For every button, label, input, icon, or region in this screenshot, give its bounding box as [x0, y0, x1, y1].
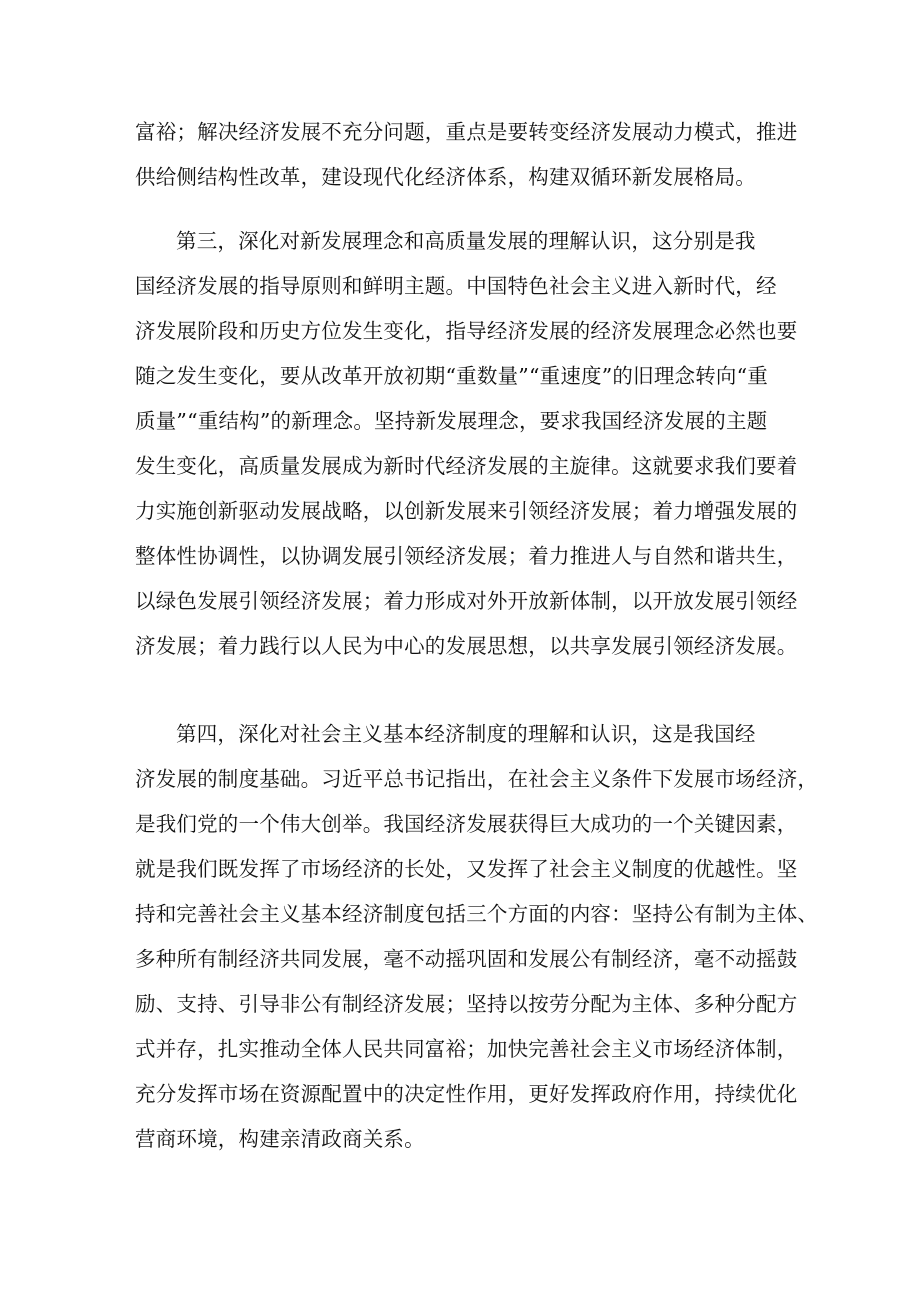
text-line: 富裕；解决经济发展不充分问题，重点是要转变经济发展动力模式，推进 [135, 120, 798, 144]
paragraph-third-point [135, 219, 798, 669]
text-line: 就是我们既发挥了市场经济的长处，又发挥了社会主义制度的优越性。坚 [135, 857, 798, 881]
paragraph-fourth-point [135, 712, 819, 1162]
text-line: 力实施创新驱动发展战略，以创新发展来引领经济发展；着力增强发展的 [135, 499, 798, 523]
text-line: 济发展阶段和历史方位发生变化，指导经济发展的经济发展理念必然也要 [135, 319, 798, 343]
text-line: 济发展的制度基础。习近平总书记指出，在社会主义条件下发展市场经济， [135, 767, 819, 791]
text-line: 供给侧结构性改革，建设现代化经济体系，构建双循环新发展格局。 [135, 165, 756, 189]
text-line: 是我们党的一个伟大创举。我国经济发展获得巨大成功的一个关键因素， [135, 812, 798, 836]
text-line: 随之发生变化，要从改革开放初期“重数量”“重速度”的旧理念转向“重 [135, 364, 768, 388]
text-line: 济发展；着力践行以人民为中心的发展思想，以共享发展引领经济发展。 [135, 634, 798, 658]
text-line: 营商环境，构建亲清政商关系。 [135, 1127, 425, 1151]
text-line: 第三，深化对新发展理念和高质量发展的理解认识，这分别是我 [176, 229, 756, 253]
paragraph-continuation [135, 110, 798, 200]
text-line: 式并存，扎实推动全体人民共同富裕；加快完善社会主义市场经济体制， [135, 1037, 798, 1061]
text-line: 持和完善社会主义基本经济制度包括三个方面的内容：坚持公有制为主体、 [135, 902, 819, 926]
text-line: 质量”“重结构”的新理念。坚持新发展理念，要求我国经济发展的主题 [135, 409, 768, 433]
text-line: 发生变化，高质量发展成为新时代经济发展的主旋律。这就要求我们要着 [135, 454, 798, 478]
text-line: 以绿色发展引领经济发展；着力形成对外开放新体制，以开放发展引领经 [135, 589, 798, 613]
text-line: 第四，深化对社会主义基本经济制度的理解和认识，这是我国经 [176, 722, 756, 746]
text-line: 国经济发展的指导原则和鲜明主题。中国特色社会主义进入新时代，经 [135, 274, 777, 298]
text-line: 多种所有制经济共同发展，毫不动摇巩固和发展公有制经济，毫不动摇鼓 [135, 947, 798, 971]
text-line: 整体性协调性，以协调发展引领经济发展；着力推进人与自然和谐共生， [135, 544, 798, 568]
text-line: 充分发挥市场在资源配置中的决定性作用，更好发挥政府作用，持续优化 [135, 1082, 798, 1106]
text-line: 励、支持、引导非公有制经济发展；坚持以按劳分配为主体、多种分配方 [135, 992, 798, 1016]
